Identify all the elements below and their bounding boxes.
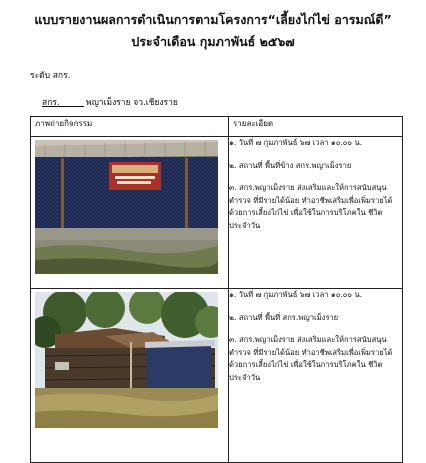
- photo-cell: [31, 289, 229, 463]
- detail-description: ๓. สกร.พญาเม็งราย ส่งเสริมและให้การสนับสนุน ตำรวจ ที่มีรายได้น้อย ทำอาชีพเสริมเพื่อเพิ่มรายได้ ด้วยการเลี้ยงไก่ไข่ เพื่อใช้ในการบริโภคใน ชีวิตประจำวัน: [229, 335, 393, 382]
- photo-cell: [31, 137, 229, 289]
- activity-photo-farm-area: [35, 292, 218, 428]
- table-row: [31, 289, 403, 463]
- report-title-line1: แบบรายงานผลการดำเนินการตามโครงการ“เลี้ยงไก่ไข่ อารมณ์ดี”: [34, 12, 392, 27]
- unit-prefix: สกร.: [42, 98, 60, 108]
- detail-date: ๑. วันที่ ๗ กุมภาพันธ์ ๖๗ เวลา ๑๐.๐๐ น.: [229, 138, 363, 147]
- detail-cell: [229, 289, 403, 463]
- detail-description: ๓. สกร.พญาเม็งราย ส่งเสริมและให้การสนับสนุน ตำรวจ ที่มีรายได้น้อย ทำอาชีพเสริมเพื่อเพิ่มรายได้ ด้วยการเลี้ยงไก่ไข่ เพื่อใช้ในการบริโภคใน ชีวิตประจำวัน: [229, 183, 393, 230]
- detail-cell: [229, 137, 403, 289]
- activity-photo-chicken-coop: [35, 140, 218, 274]
- level-label: ระดับ สกร.: [30, 71, 71, 81]
- header-detail: รายละเอียด: [229, 117, 403, 137]
- report-table: [30, 116, 403, 463]
- unit-underline: [42, 106, 84, 107]
- report-title-line2: ประจำเดือน กุมภาพันธ์ ๒๕๖๗: [131, 34, 295, 49]
- unit-name: พญาเม็งราย จว.เชียงราย: [86, 98, 178, 108]
- detail-place: ๒. สถานที่ พื้นที่ข้าง สกร.พญาเม็งราย: [229, 160, 352, 170]
- detail-place: ๒. สถานที่ พื้นที่ สกร.พญาเม็งราย: [229, 312, 339, 322]
- table-row: [31, 137, 403, 289]
- detail-date: ๑. วันที่ ๗ กุมภาพันธ์ ๖๗ เวลา ๑๐.๐๐ น.: [229, 290, 363, 299]
- header-photo: ภาพถ่ายกิจกรรม: [31, 117, 229, 137]
